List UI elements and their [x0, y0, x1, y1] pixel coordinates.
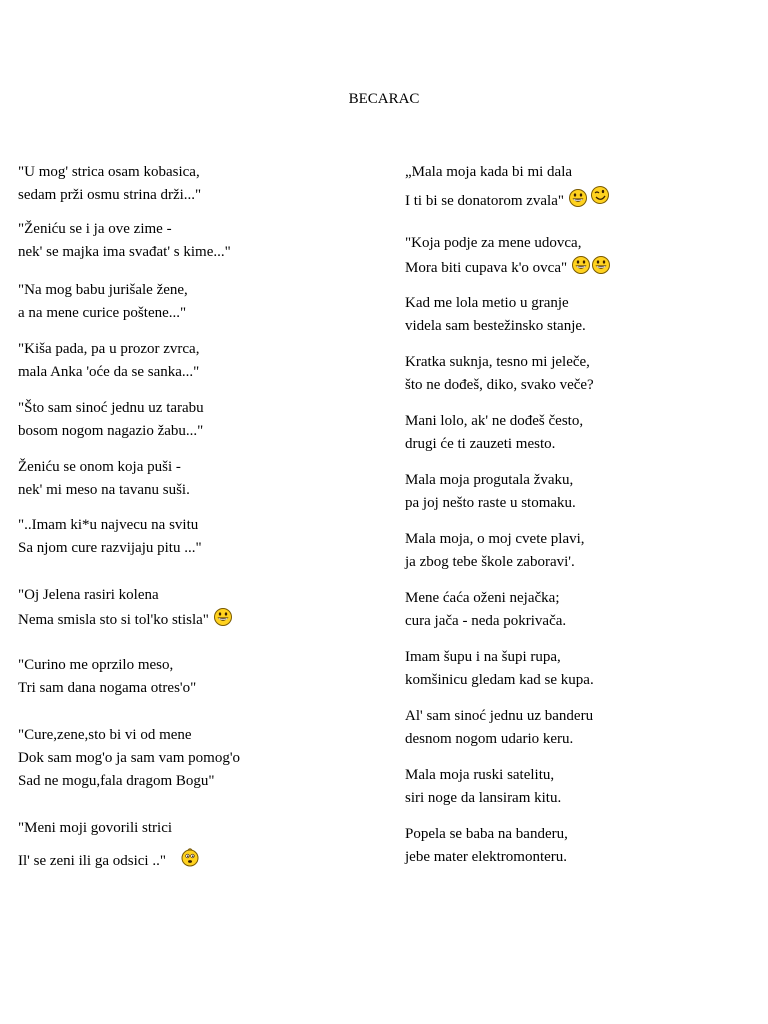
verse-line: jebe mater elektromonteru.	[405, 849, 568, 865]
verse-line: pa joj nešto raste u stomaku.	[405, 495, 576, 511]
stanza	[405, 528, 755, 574]
stanza	[18, 279, 378, 325]
verse-line: Sa njom cure razvijaju pitu ..."	[18, 540, 202, 556]
verse-line: desnom nogom udario keru.	[405, 731, 574, 747]
verse-line: nek' se majka ima svađat' s kime..."	[18, 244, 231, 260]
verse-line: drugi će ti zauzeti mesto.	[405, 436, 556, 452]
verse-line: komšinicu gledam kad se kupa.	[405, 672, 594, 688]
verse-line: Sad ne mogu,fala dragom Bogu"	[18, 773, 215, 789]
verse-line: "Ženiću se i ja ove zime -	[18, 221, 172, 237]
verse-line: siri noge da lansiram kitu.	[405, 790, 562, 806]
stanza	[18, 161, 378, 207]
verse-line-with-emoji	[405, 255, 755, 283]
verse-line: "Što sam sinoć jednu uz tarabu	[18, 400, 204, 416]
stanza	[18, 584, 378, 635]
stanza	[18, 338, 378, 384]
stanza	[405, 161, 755, 216]
verse-line: Kad me lola metio u granje	[405, 295, 569, 311]
verse-line: Mora biti cupava k'o ovca"	[405, 260, 568, 276]
verse-line: "Oj Jelena rasiri kolena	[18, 587, 159, 603]
verse-line: Ženiću se onom koja puši -	[18, 459, 181, 475]
grinning-face-icon	[571, 255, 591, 283]
verse-line: Al' sam sinoć jednu uz banderu	[405, 708, 594, 724]
stanza	[405, 351, 755, 397]
verse-line: ja zbog tebe škole zaboravi'.	[405, 554, 575, 570]
stanza	[405, 764, 755, 810]
grinning-face-icon	[568, 188, 588, 216]
stanza	[405, 587, 755, 633]
verse-line: videla sam bestežinsko stanje.	[405, 318, 586, 334]
verse-line: "Kiša pada, pa u prozor zvrca,	[18, 341, 200, 357]
verse-line: Imam šupu i na šupi rupa,	[405, 649, 561, 665]
verse-line: Mala moja progutala žvaku,	[405, 472, 574, 488]
verse-line: Kratka suknja, tesno mi jeleče,	[405, 354, 590, 370]
verse-line: Dok sam mog'o ja sam vam pomog'o	[18, 750, 241, 766]
verse-line: Mani lolo, ak' ne dođeš često,	[405, 413, 584, 429]
verse-line: "Cure,zene,sto bi vi od mene	[18, 727, 192, 743]
verse-line: "Meni moji govorili strici	[18, 820, 173, 836]
verse-line: "..Imam ki*u najvecu na svitu	[18, 517, 199, 533]
stanza	[18, 514, 378, 560]
grinning-face-icon	[213, 607, 233, 635]
verse-line: Nema smisla sto si tol'ko stisla"	[18, 612, 209, 628]
verse-line: sedam prži osmu strina drži..."	[18, 187, 202, 203]
verse-line: I ti bi se donatorom zvala"	[405, 193, 564, 209]
verse-line: "U mog' strica osam kobasica,	[18, 164, 200, 180]
stanza	[18, 456, 378, 502]
verse-line: "Curino me oprzilo meso,	[18, 657, 174, 673]
verse-line: a na mene curice poštene..."	[18, 305, 187, 321]
wondering-face-icon	[180, 847, 200, 875]
verse-line-with-emoji	[18, 847, 378, 875]
winking-face-icon	[589, 184, 611, 214]
page-title: BECARAC	[348, 91, 420, 107]
stanza	[18, 817, 378, 875]
stanza	[405, 292, 755, 338]
grinning-face-icon	[591, 255, 611, 283]
verse-line: Mala moja, o moj cvete plavi,	[405, 531, 585, 547]
verse-line-with-emoji	[405, 184, 755, 216]
verse-line: Tri sam dana nogama otres'o"	[18, 680, 197, 696]
verse-line: Popela se baba na banderu,	[405, 826, 568, 842]
verse-line: mala Anka 'oće da se sanka..."	[18, 364, 200, 380]
verse-line: "Koja podje za mene udovca,	[405, 235, 582, 251]
stanza	[18, 397, 378, 443]
stanza	[405, 705, 755, 751]
stanza	[18, 724, 378, 793]
verse-line: Mene ćaća oženi nejačka;	[405, 590, 560, 606]
verse-line: Mala moja ruski satelitu,	[405, 767, 555, 783]
stanza	[18, 218, 378, 264]
verse-line: „Mala moja kada bi mi dala	[405, 164, 573, 180]
verse-line: Il' se zeni ili ga odsici .."	[18, 853, 166, 869]
verse-line: cura jača - neda pokrivača.	[405, 613, 567, 629]
verse-line-with-emoji	[18, 607, 378, 635]
stanza	[18, 654, 378, 700]
stanza	[405, 410, 755, 456]
stanza	[405, 469, 755, 515]
verse-line: bosom nogom nagazio žabu..."	[18, 423, 204, 439]
stanza	[405, 646, 755, 692]
verse-line: što ne dođeš, diko, svako veče?	[405, 377, 594, 393]
stanza	[405, 823, 755, 869]
verse-line: nek' mi meso na tavanu suši.	[18, 482, 190, 498]
verse-line: "Na mog babu jurišale žene,	[18, 282, 188, 298]
stanza	[405, 232, 755, 283]
